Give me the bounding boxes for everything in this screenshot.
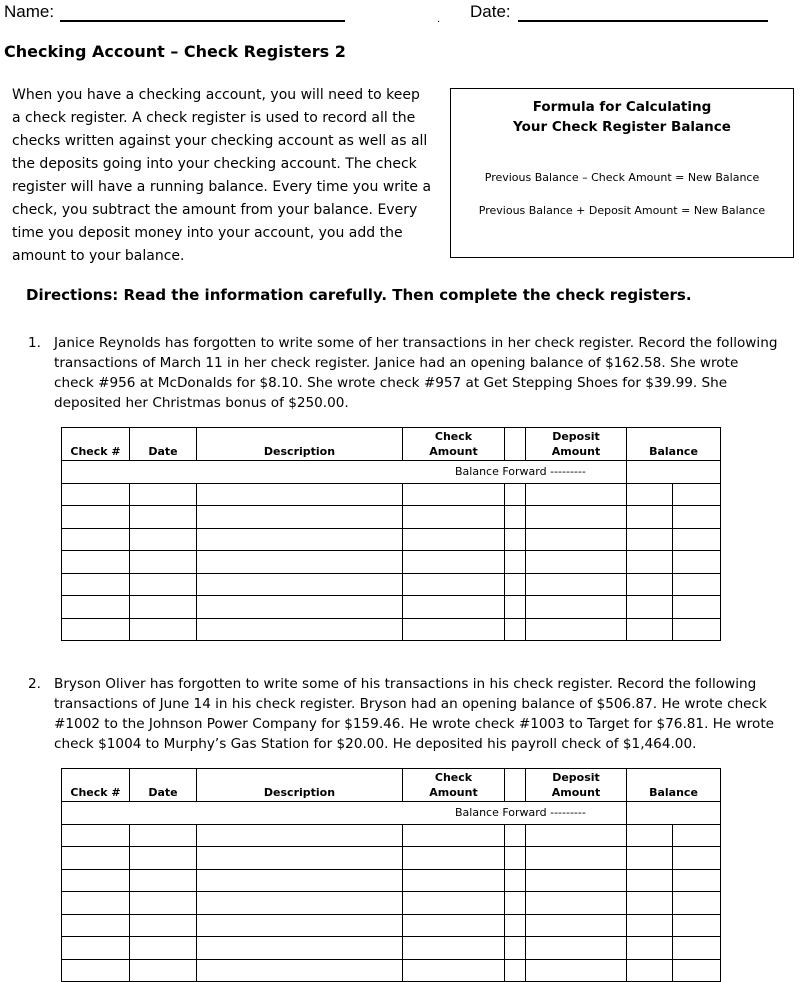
header-check-no: Check # — [62, 428, 130, 461]
table-row[interactable] — [62, 596, 721, 619]
table-row[interactable] — [62, 551, 721, 574]
header-deposit-amount: Deposit Amount — [526, 428, 627, 461]
header-check-amount: Check Amount — [403, 769, 505, 802]
balance-forward-label: Balance Forward --------- — [62, 461, 627, 484]
name-line[interactable] — [60, 20, 345, 22]
table-row[interactable] — [62, 869, 721, 892]
directions: Directions: Read the information carefully. Then complete the check registers. — [26, 286, 692, 304]
page-title: Checking Account – Check Registers 2 — [4, 42, 346, 61]
table-row[interactable] — [62, 573, 721, 596]
separator-dot: . — [437, 14, 441, 25]
problem-2 — [28, 674, 778, 754]
table-row[interactable] — [62, 824, 721, 847]
intro-paragraph: When you have a checking account, you will need to keep a check register. A check register is used to record all the checks written against your checking account as well as all the deposits going into your checking account. The check register will have a running balance. Every time you write a check, you subtract the amount from your balance. Every time you deposit money into your account, you add the amount to your balance. — [12, 87, 432, 264]
date-line[interactable] — [518, 20, 768, 22]
header-check-check — [505, 769, 526, 802]
header-balance: Balance — [627, 428, 721, 461]
balance-forward-cell[interactable] — [627, 461, 721, 484]
formula-box — [450, 88, 794, 258]
table-row[interactable] — [62, 914, 721, 937]
table-row[interactable] — [62, 847, 721, 870]
problem-1 — [28, 333, 778, 413]
balance-forward-cell[interactable] — [627, 802, 721, 825]
table-row[interactable] — [62, 506, 721, 529]
table-row[interactable] — [62, 892, 721, 915]
problem-1-text: Janice Reynolds has forgotten to write some of her transactions in her check register. Record the following transactions of March 11 in her check register. Janice had an opening balance of $162.58. She wrote check #956 at McDonalds for $8.10. She wrote check #957 at Get Stepping Shoes for $39.99. She deposited her Christmas bonus of $250.00. — [54, 335, 778, 411]
name-label: Name: — [4, 2, 55, 21]
check-register-2 — [61, 768, 721, 982]
check-register-1 — [61, 427, 721, 641]
header-check-no: Check # — [62, 769, 130, 802]
header-check-check — [505, 428, 526, 461]
problem-2-number: 2. — [28, 676, 41, 692]
problem-2-text: Bryson Oliver has forgotten to write some of his transactions in his check register. Record the following transactions of June 14 in his check register. Bryson had an opening balance of $506.87. He wrote check #1002 to the Johnson Power Company for $159.46. He wrote check #1003 to Target for $76.81. He wrote check $1004 to Murphy’s Gas Station for $20.00. He deposited his payroll check of $1,464.00. — [54, 676, 775, 752]
table-row[interactable] — [62, 483, 721, 506]
header-date: Date — [130, 769, 197, 802]
balance-forward-label: Balance Forward --------- — [62, 802, 627, 825]
formula-title — [451, 97, 793, 137]
formula-title-line1: Formula for Calculating — [532, 99, 712, 115]
table-row[interactable] — [62, 618, 721, 641]
date-label: Date: — [470, 2, 511, 21]
table-row[interactable] — [62, 937, 721, 960]
problem-1-number: 1. — [28, 335, 41, 351]
table-row[interactable] — [62, 959, 721, 982]
formula-subtract: Previous Balance – Check Amount = New Balance — [484, 171, 760, 184]
header-description: Description — [197, 428, 403, 461]
formula-add: Previous Balance + Deposit Amount = New Balance — [478, 204, 766, 217]
formula-title-line2: Your Check Register Balance — [513, 119, 731, 135]
table-row[interactable] — [62, 528, 721, 551]
header-deposit-amount: Deposit Amount — [526, 769, 627, 802]
header-check-amount: Check Amount — [403, 428, 505, 461]
header-date: Date — [130, 428, 197, 461]
header-description: Description — [197, 769, 403, 802]
header-balance: Balance — [627, 769, 721, 802]
